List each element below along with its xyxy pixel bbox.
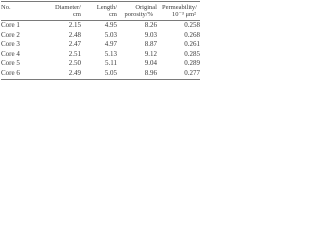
cell-permeability: 0.268 xyxy=(184,30,200,39)
table-row xyxy=(1,40,200,50)
cell-core-name: Core 4 xyxy=(1,49,20,58)
cell-core-name: Core 3 xyxy=(1,40,20,49)
cell-diameter: 2.51 xyxy=(68,49,81,58)
cell-porosity: 9.03 xyxy=(144,30,157,39)
cell-diameter: 2.49 xyxy=(43,69,81,79)
col-header-porosity: Original xyxy=(117,2,157,12)
cell-length: 5.13 xyxy=(104,49,117,58)
cell-diameter: 2.50 xyxy=(68,59,81,68)
cell-permeability: 0.258 xyxy=(184,21,200,29)
col-header-length: Length/ xyxy=(81,2,117,12)
cell-porosity: 8.87 xyxy=(144,40,157,49)
cell-porosity: 9.04 xyxy=(144,59,157,68)
cell-diameter: 2.47 xyxy=(68,40,81,49)
table-row xyxy=(1,31,200,41)
table-row xyxy=(1,59,200,69)
col-header-porosity-unit: porosity/% xyxy=(117,11,157,21)
cell-permeability: 0.277 xyxy=(157,69,200,79)
cell-diameter: 2.15 xyxy=(68,21,81,29)
col-header-length-unit: cm xyxy=(81,11,117,21)
core-parameters-table xyxy=(1,1,200,80)
cell-length: 5.03 xyxy=(104,30,117,39)
cell-length: 4.95 xyxy=(104,21,117,29)
cell-permeability: 0.285 xyxy=(184,49,200,58)
table-row xyxy=(1,69,200,79)
cell-porosity: 9.12 xyxy=(144,49,157,58)
table-header xyxy=(1,2,200,21)
col-header-diameter: Diameter/ xyxy=(43,2,81,12)
cell-permeability: 0.289 xyxy=(184,59,200,68)
cell-core-name: Core 1 xyxy=(1,21,20,29)
table-row xyxy=(1,21,200,31)
cell-length: 5.05 xyxy=(81,69,117,79)
table-row xyxy=(1,50,200,60)
cell-porosity: 8.96 xyxy=(117,69,157,79)
cell-core-name: Core 2 xyxy=(1,30,20,39)
cell-diameter: 2.48 xyxy=(68,30,81,39)
col-header-permeability: Permeability/ xyxy=(157,2,200,12)
cell-permeability: 0.261 xyxy=(184,40,200,49)
col-header-diameter-unit: cm xyxy=(43,11,81,21)
col-header-permeability-unit: 10⁻³ μm² xyxy=(157,11,200,21)
cell-core-name: Core 5 xyxy=(1,59,20,68)
cell-length: 4.97 xyxy=(104,40,117,49)
table-body xyxy=(1,21,200,80)
cell-length: 5.11 xyxy=(105,59,117,68)
col-header-no: No. xyxy=(1,2,43,12)
col-header-no-unit xyxy=(1,11,43,21)
core-parameters-figure xyxy=(0,0,201,87)
cell-core-name: Core 6 xyxy=(1,69,43,79)
cell-porosity: 8.26 xyxy=(144,21,157,29)
